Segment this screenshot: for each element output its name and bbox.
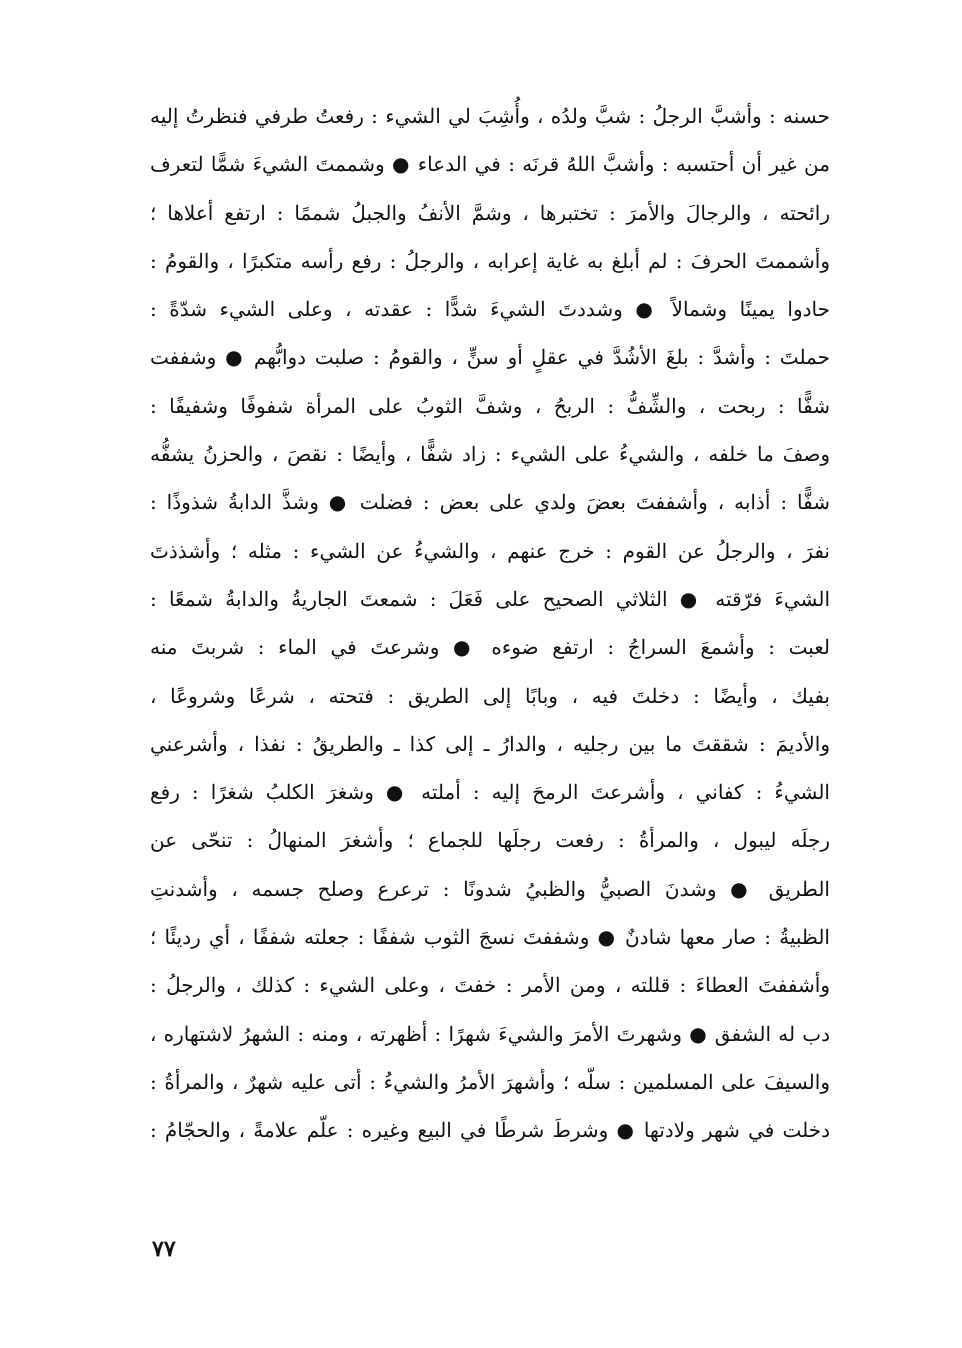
text-line: شفًّا : أذابه ، وأشففتَ بعضَ ولدي على بعض : فضلت ● وشذَّ الدابةُ شذوذًا : — [150, 490, 830, 515]
text-line: حادوا يمينًا وشمالاً ● وشددتَ الشيءَ شدًّا : عقدته ، وعلى الشيء شدّةً : — [150, 297, 830, 322]
page-number: ٧٧ — [152, 1236, 176, 1262]
text-line: والأديمَ : شققتَ ما بين رجليه ، والدارُ ـ إلى كذا ـ والطريقُ : نفذا ، وأشرعني — [150, 731, 830, 756]
text-line: حسنه : وأشبَّ الرجلُ : شبَّ ولدُه ، وأُشِبَ لي الشيء : رفعتُ طرفي فنظرتُ إليه — [150, 104, 830, 128]
text-line: لعبت : وأشمعَ السراجُ : ارتفع ضوءه ● وشرعتَ في الماء : شربتَ منه — [150, 635, 830, 660]
text-line: الشيءَ فرّقته ● الثلاثي الصحيح على فَعَلَ : شمعتَ الجاريةُ والدابةُ شمعًا : — [150, 586, 830, 611]
text-line: الطريق ● وشدنَ الصبيُّ والظبيُ شدونًا : ترعرع وصلح جسمه ، وأشدنتِ — [150, 876, 830, 901]
text-line: دب له الشفق ● وشهرتَ الأمرَ والشيءَ شهرًا : أظهرته ، ومنه : الشهرُ لاشتهاره ، — [150, 1021, 830, 1046]
text-line: بفيك ، وأيضًا : دخلتَ فيه ، وبابًا إلى الطريق : فتحته ، شرعًا وشروعًا ، — [150, 683, 830, 708]
body-text — [150, 92, 830, 1155]
text-line: الظبيةُ : صار معها شادنٌ ● وشففتَ نسجَ الثوب شففًا : جعلته شففًا ، أي رديئًا ؛ — [150, 925, 830, 950]
text-line: وصفَ ما خلفه ، والشيءُ على الشيء : زاد شفًّا ، وأيضًا : نقصَ ، والحزنُ يشفُّه — [150, 442, 830, 467]
text-line: رائحته ، والرجالَ والأمرَ : تختبرها ، وشمَّ الأنفُ والجبلُ شممًا : ارتفع أعلاها ؛ — [150, 200, 830, 225]
text-line: الشيءُ : كفاني ، وأشرعتَ الرمحَ إليه : أملته ● وشغرَ الكلبُ شغرًا : رفع — [150, 780, 830, 805]
text-line: رجلَه ليبول ، والمرأةُ : رفعت رجلَها للجماع ؛ وأشغرَ المنهالُ : تنحّى عن — [150, 828, 830, 853]
text-line: وأشففتَ العطاءَ : قللته ، ومن الأمر : خفتَ ، وعلى الشيء : كذلك ، والرجلُ : — [150, 973, 830, 998]
text-line: حملتَ : وأشدَّ : بلغَ الأشُدَّ في عقلٍ أو سنٍّ ، والقومُ : صلبت دوابُّهم ● وشففت — [150, 345, 830, 370]
text-line: دخلت في شهر ولادتها ● وشرطَ شرطًا في البيع وغيره : علّم علامةً ، والحجّامُ : — [150, 1118, 830, 1143]
text-line: من غير أن أحتسبه : وأشبَّ اللهُ قرنَه : في الدعاء ● وشممتَ الشيءَ شمًّا لتعرف — [150, 152, 830, 177]
text-line: نفرَ ، والرجلُ عن القوم : خرج عنهم ، والشيءُ عن الشيء : مثله ؛ وأشذذتَ — [150, 538, 830, 563]
text-line: شفًّا : ربحت ، والشِّفُّ : الربحُ ، وشفَّ الثوبُ على المرأة شفوفًا وشفيفًا : — [150, 393, 830, 418]
text-line: وأشممتَ الحرفَ : لم أبلغ به غاية إعرابه ، والرجلُ : رفع رأسه متكبرًا ، والقومُ : — [150, 248, 830, 273]
text-line: والسيفَ على المسلمين : سلّه ؛ وأشهرَ الأمرُ والشيءُ : أتى عليه شهرٌ ، والمرأةُ : — [150, 1069, 830, 1094]
